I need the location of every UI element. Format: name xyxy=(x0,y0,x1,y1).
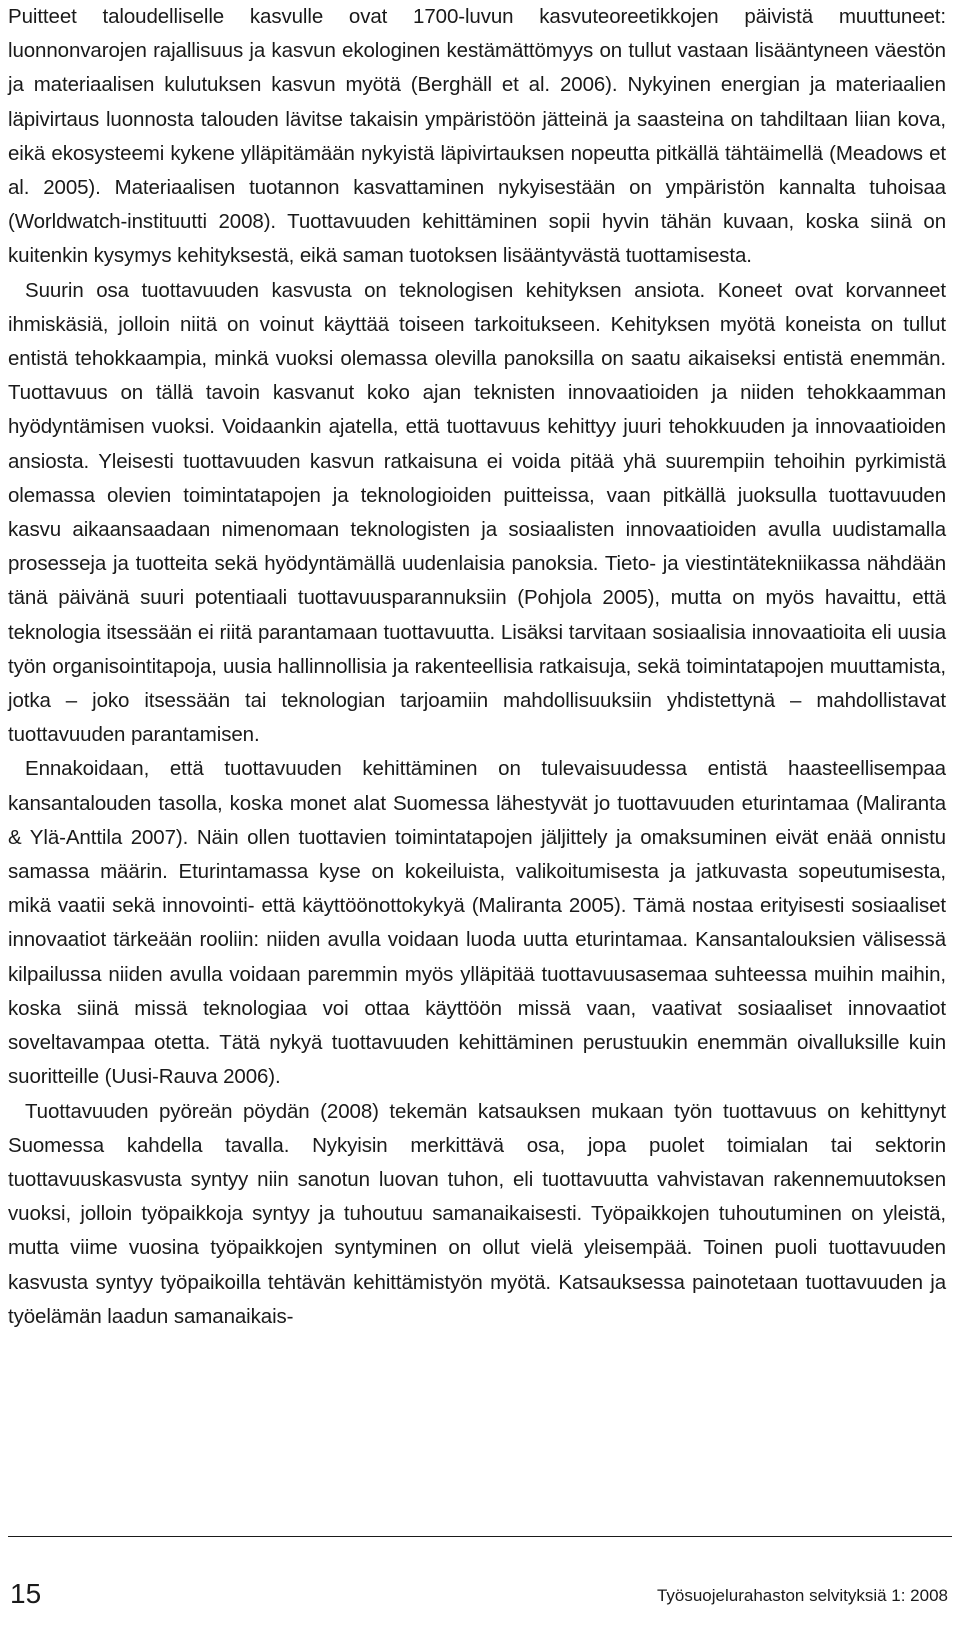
document-body xyxy=(8,0,946,1334)
publication-title: Työsuojelurahaston selvityksiä 1: 2008 xyxy=(656,1586,948,1605)
paragraph: Tuottavuuden pyöreän pöydän (2008) tekemän katsauksen mukaan työn tuottavuus on kehittynyt Suomessa kahdella tavalla. Nykyisin merkittävä osa, jopa puolet toimialan tai sektorin tuottavuuskasvusta syntyy niin sanotun luovan tuhon, eli tuottavuutta vahvistavan rakennemuutoksen vuoksi, jolloin työpaikkoja syntyy ja tuhoutuu samanaikaisesti. Työpaikkojen tuhoutuminen on yleistä, mutta viime vuosina työpaikkojen syntyminen on ollut vielä yleisempää. Toinen puoli tuottavuuden kasvusta syntyy työpaikoilla tehtävän kehittämistyön myötä. Katsauksessa painotetaan tuottavuuden ja työelämän laadun samanaikais- xyxy=(8,1099,946,1328)
footer-divider xyxy=(8,1536,952,1537)
paragraph: Ennakoidaan, että tuottavuuden kehittäminen on tulevaisuudessa entistä haasteellisempaa kansantalouden tasolla, koska monet alat Suomessa lähestyvät jo tuottavuuden eturintamaa (Maliranta & Ylä-Anttila 2007). Näin ollen tuottavien toimintatapojen jäljittely ja omaksuminen eivät enää onnistu samassa määrin. Eturintamassa kyse on kokeiluista, valikoitumisesta ja jatkuvasta sopeutumisesta, mikä vaatii sekä innovointi- että käyttöönottokykyä (Maliranta 2005). Tämä nostaa erityisesti sosiaaliset innovaatiot tärkeään rooliin: niiden avulla voidaan luoda uutta eturintamaa. Kansantalouksien välisessä kilpailussa niiden avulla voidaan paremmin myös ylläpitää tuottavuusasemaa suhteessa muihin maihin, koska siinä missä teknologiaa voi ottaa käyttöön missä vaan, vaativat sosiaaliset innovaatiot soveltavampaa otetta. Tätä nykyä tuottavuuden kehittäminen perustuukin enemmän oivalluksille kuin suoritteille (Uusi-Rauva 2006). xyxy=(8,757,946,1089)
paragraph: Suurin osa tuottavuuden kasvusta on teknologisen kehityksen ansiota. Koneet ovat korvanneet ihmiskäsiä, jolloin niitä on voinut käyttää toiseen tarkoitukseen. Kehityksen myötä koneista on tullut entistä tehokkaampia, minkä vuoksi olemassa olevilla panoksilla on saatu aikaiseksi entistä enemmän. Tuottavuus on tällä tavoin kasvanut koko ajan teknisten innovaatioiden ja niiden tehokkaamman hyödyntämisen vuoksi. Voidaankin ajatella, että tuottavuus kehittyy juuri tehokkuuden ja innovaatioiden ansiosta. Yleisesti tuottavuuden kasvun ratkaisuna ei voida pitää yhä suurempiin tehoihin pyrkimistä olemassa olevien toimintatapojen ja teknologioiden puitteissa, vaan pitkällä juoksulla tuottavuuden kasvu aikaansaadaan nimenomaan teknologisten ja sosiaalisten innovaatioiden avulla uudistamalla prosesseja ja tuotteita sekä hyödyntämällä uudenlaisia panoksia. Tieto- ja viestintätekniikassa nähdään tänä päivänä suuri potentiaali tuottavuusparannuksiin (Pohjola 2005), mutta on myös havaittu, että teknologia itsessään ei riitä parantamaan tuottavuutta. Lisäksi tarvitaan sosiaalisia innovaatioita eli uusia työn organisointitapoja, uusia hallinnollisia ja rakenteellisia ratkaisuja, sekä toimintatapojen muuttamista, jotka – joko itsessään tai teknologian tarjoamiin mahdollisuuksiin yhdistettynä – mahdollistavat tuottavuuden parantamisen. xyxy=(8,278,946,747)
page-number: 15 xyxy=(10,1578,42,1609)
paragraph: Puitteet taloudelliselle kasvulle ovat 1700-luvun kasvuteoreetikkojen päivistä muuttuneet: luonnonvarojen rajallisuus ja kasvun ekologinen kestämättömyys on tullut vastaan lisääntyneen väestön ja materiaalisen kulutuksen kasvun myötä (Berghäll et al. 2006). Nykyinen energian ja materiaalien läpivirtaus luonnosta talouden lävitse takaisin ympäristöön jätteinä ja saasteina on tahdiltaan liian kova, eikä ekosysteemi kykene ylläpitämään nykyistä läpivirtauksen nopeutta pitkällä tähtäimellä (Meadows et al. 2005). Materiaalisen tuotannon kasvattaminen nykyisestään on ympäristön kannalta tuhoisaa (Worldwatch-instituutti 2008). Tuottavuuden kehittäminen sopii hyvin tähän kuvaan, koska siinä on kuitenkin kysymys kehityksestä, eikä saman tuotoksen lisääntyvästä tuottamisesta. xyxy=(8,5,946,268)
